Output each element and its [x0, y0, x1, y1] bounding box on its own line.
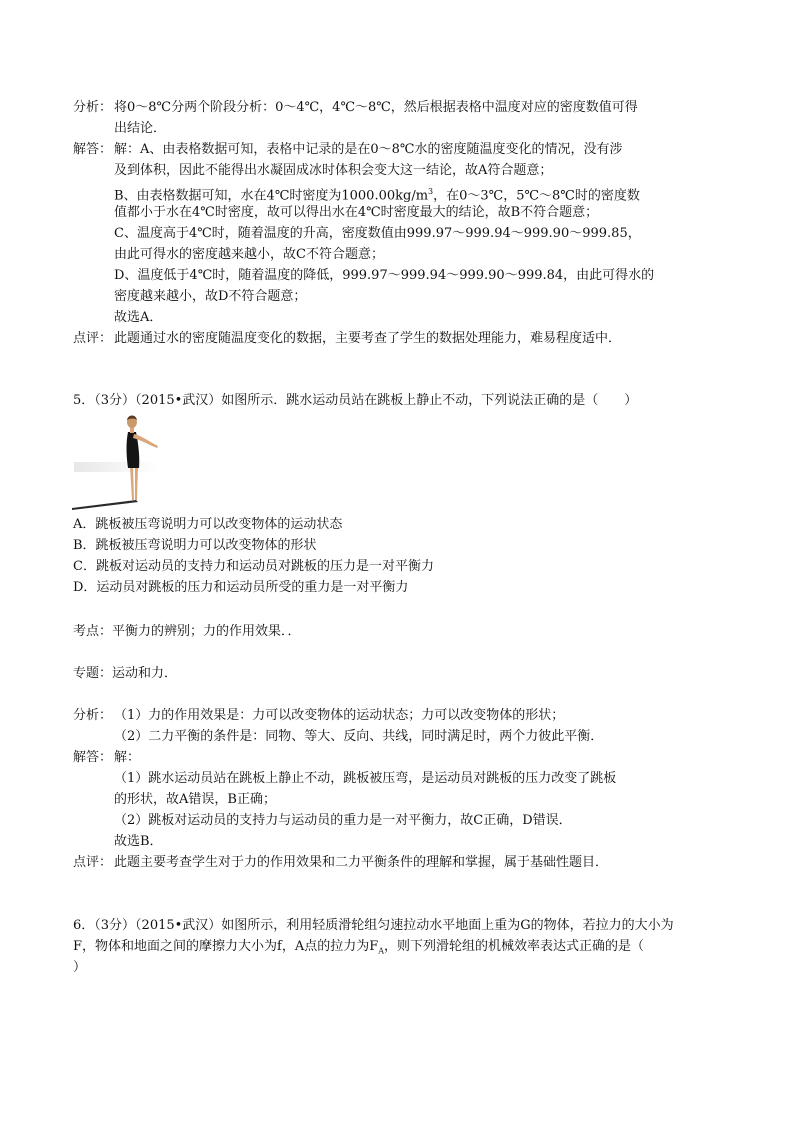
q5-option-b: B．跳板被压弯说明力可以改变物体的形状: [73, 538, 317, 553]
diver-leg-right: [135, 466, 138, 500]
q5-option-c: C．跳板对运动员的支持力和运动员对跳板的压力是一对平衡力: [73, 559, 434, 574]
q5-stem: 5．（3分）（2015•武汉）如图所示．跳水运动员站在跳板上静止不动，下列说法正确的是（ ）: [73, 393, 638, 408]
q5-comment-label: 点评：: [73, 855, 113, 870]
q4-answer-line-9: 故选A．: [114, 310, 163, 325]
q4-comment-line-1: 此题通过水的密度随温度变化的数据，主要考查了学生的数据处理能力，难易程度适中．: [114, 331, 622, 346]
floor-shadow: [74, 462, 158, 472]
springboard: [72, 500, 138, 510]
q5-comment-line-1: 此题主要考查学生对于力的作用效果和二力平衡条件的理解和掌握，属于基础性题目．: [114, 855, 609, 870]
q4-answer-label: 解答：: [73, 142, 113, 157]
q4-answer-line-5: C、温度高于4℃时，随着温度的升高，密度数值由999.97～999.94～999.90～999.85，: [114, 226, 641, 241]
q5-answer-line-4: （2）跳板对运动员的支持力与运动员的重力是一对平衡力，故C正确，D错误．: [114, 813, 572, 828]
q5-answer-label: 解答：: [73, 750, 113, 765]
q4-analysis-line-2: 出结论．: [114, 121, 167, 136]
q5-answer-line-5: 故选B．: [114, 834, 163, 849]
q5-kaodian: 考点：平衡力的辨别；力的作用效果．．: [73, 624, 301, 639]
q4-comment-label: 点评：: [73, 331, 113, 346]
q5-option-a: A．跳板被压弯说明力可以改变物体的运动状态: [73, 517, 343, 532]
q5-answer-line-3: 的形状，故A错误，B正确；: [114, 792, 276, 807]
q6-stem-line-2: F，物体和地面之间的摩擦力大小为f，A点的拉力为$F_A$，则下列滑轮组的机械效率表达式正确的是（: [73, 939, 645, 956]
q5-analysis-line-1: （1）力的作用效果是：力可以改变物体的运动状态；力可以改变物体的形状；: [114, 708, 565, 723]
q4-answer-line-1: 解：A、由表格数据可知，表格中记录的是在0～8℃水的密度随温度变化的情况，没有涉: [114, 142, 623, 157]
q5-analysis-line-2: （2）二力平衡的条件是：同物、等大、反向、共线，同时满足时，两个力彼此平衡．: [114, 729, 604, 744]
q5-answer-line-2: （1）跳水运动员站在跳板上静止不动，跳板被压弯，是运动员对跳板的压力改变了跳板: [114, 771, 617, 786]
q4-answer-line-3: B、由表格数据可知，水在4℃时密度为$1000.00kg/m^3$，在0～3℃，5℃～8℃时的密度数: [114, 187, 640, 204]
q5-analysis-label: 分析：: [73, 708, 113, 723]
q4-answer-line-6: 由此可得水的密度越来越小，故C不符合题意；: [114, 247, 384, 262]
q4-answer-line-2: 及到体积，因此不能得出水凝固成冰时体积会变大这一结论，故A符合题意；: [114, 163, 553, 178]
diver-figure: [72, 408, 160, 512]
q6-stem-line-1: 6．（3分）（2015•武汉）如图所示，利用轻质滑轮组匀速拉动水平地面上重为G的物体，若拉力的大小为: [73, 918, 674, 933]
q4-answer-line-8: 密度越来越小，故D不符合题意；: [114, 289, 307, 304]
q4-analysis-label: 分析：: [73, 100, 113, 115]
q5-zhuanti: 专题：运动和力．: [73, 666, 178, 681]
q5-option-d: D．运动员对跳板的压力和运动员所受的重力是一对平衡力: [73, 580, 409, 595]
q4-analysis-line-1: 将0～8℃分两个阶段分析：0～4℃，4℃～8℃，然后根据表格中温度对应的密度数值可得: [114, 100, 638, 115]
q5-answer-line-1: 解：: [114, 750, 141, 765]
diver-on-springboard-image: [72, 408, 160, 512]
q4-answer-line-4: 值都小于水在4℃时密度，故可以得出水在4℃时密度最大的结论，故B不符合题意；: [114, 205, 599, 220]
q6-stem-line-3: ）: [73, 960, 87, 975]
q4-answer-line-7: D、温度低于4℃时，随着温度的降低，999.97～999.94～999.90～999.84，由此可得水的: [114, 268, 655, 283]
